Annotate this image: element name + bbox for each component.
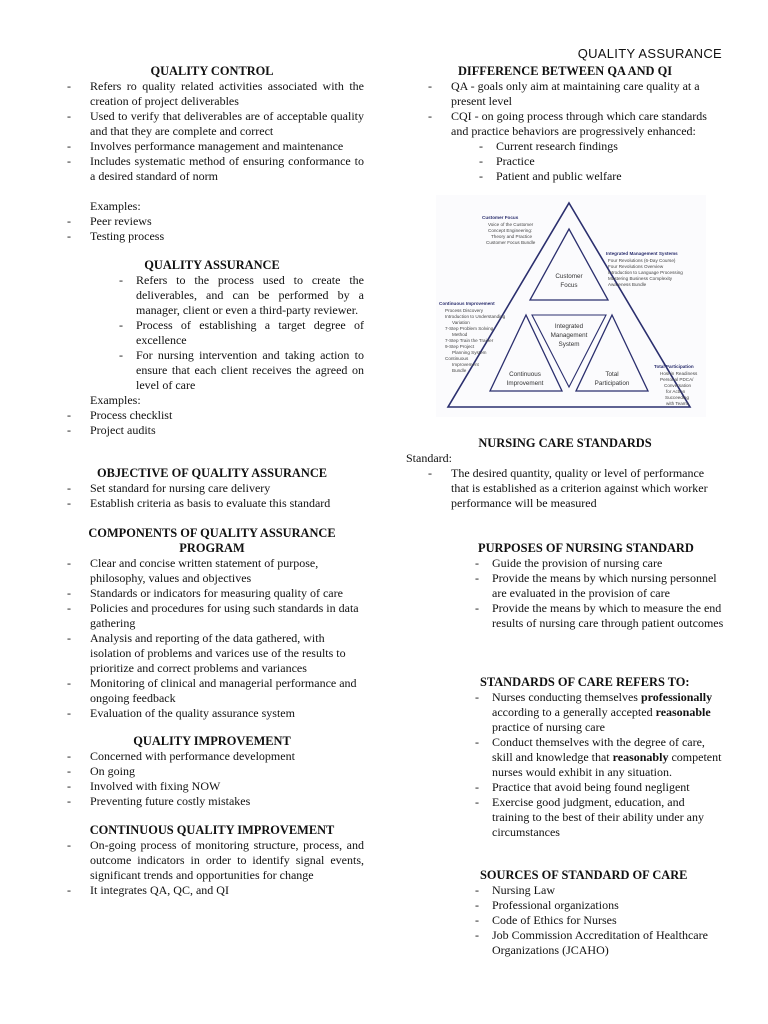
ci-line: Introduction to Understanding [445, 314, 506, 319]
sources-heading: SOURCES OF STANDARD OF CARE [480, 868, 688, 882]
list-item: - Concerned with performance development [60, 749, 364, 764]
list-item: - Refers ro quality related activities associated with the creation of project deliverables [60, 79, 364, 109]
ims-line: Introduction to Language Processing [608, 270, 683, 275]
standard-label: Standard: [406, 451, 452, 465]
examples-label: Examples: [90, 393, 141, 407]
standards-of-care-section [472, 675, 724, 840]
objective-section [60, 466, 364, 511]
list-item: - Establish criteria as basis to evaluate this standard [60, 496, 364, 511]
ci-line: Continuous [445, 356, 469, 361]
quality-assurance-list [116, 273, 364, 393]
list-item: - Refers to the process used to create the deliverables, and can be performed by a manager, client or even a third-party reviewer. [116, 273, 364, 318]
objective-list [60, 481, 364, 511]
list-item: - Guide the provision of nursing care [472, 556, 724, 571]
tri-center-label-3: System [558, 341, 580, 348]
list-item: - Process checklist [60, 408, 364, 423]
nursing-care-standards-list [421, 466, 724, 511]
list-item: - On-going process of monitoring structure, process, and outcome indicators in order to identify signal events, significant trends and opportunities for change [60, 838, 364, 883]
purposes-list [472, 556, 724, 631]
ci-line: Variation [452, 320, 470, 325]
components-heading-line1: COMPONENTS OF QUALITY ASSURANCE [88, 526, 336, 540]
tp-line: Personal PDCA/ [660, 377, 694, 382]
text-segment: practice of nursing care [492, 720, 605, 734]
quality-control-heading: QUALITY CONTROL [150, 64, 274, 78]
quality-assurance-heading: QUALITY ASSURANCE [144, 258, 280, 272]
ci-line: Planning System [452, 350, 487, 355]
quality-improvement-section [60, 734, 364, 809]
ci-line: 9-Step Project [445, 344, 475, 349]
quality-assurance-examples [60, 408, 364, 438]
cf-line: Concept Engineering: [488, 228, 533, 233]
ci-line: 7-Step Problem Solving [445, 326, 494, 331]
tp-line: for Action [666, 389, 686, 394]
tp-line: Hoshin Readiness [660, 371, 698, 376]
ims-title: Integrated Management Systems [606, 251, 678, 256]
tri-right-label-1: Total [605, 371, 619, 378]
examples-label: Examples: [90, 199, 141, 213]
bold-text: reasonably [612, 750, 669, 764]
list-item: - Clear and concise written statement of purpose, philosophy, values and objectives [60, 556, 364, 586]
list-item: - It integrates QA, QC, and QI [60, 883, 364, 898]
list-item: - Involves performance management and maintenance [60, 139, 364, 154]
components-list [60, 556, 364, 721]
list-item: - Analysis and reporting of the data gathered, with isolation of problems and varices use of the results to prioritize and correct problems and variances [60, 631, 364, 676]
quality-control-section [60, 64, 364, 244]
cqi-list [60, 838, 364, 898]
list-item: - Provide the means by which to measure the end results of nursing care through patient outcomes [472, 601, 724, 631]
triangle-diagram-svg [436, 195, 706, 417]
list-item: - Testing process [60, 229, 364, 244]
sources-list [472, 883, 724, 958]
quality-assurance-section [60, 258, 364, 438]
components-section [60, 526, 364, 721]
objective-heading: OBJECTIVE OF QUALITY ASSURANCE [96, 466, 328, 480]
ci-line: Improvement [452, 362, 479, 367]
components-heading-line2: PROGRAM [179, 541, 245, 555]
tri-top-label-1: Customer [555, 273, 583, 280]
list-item: - Preventing future costly mistakes [60, 794, 364, 809]
list-item: - Policies and procedures for using such standards in data gathering [60, 601, 364, 631]
ci-line: Bundle [452, 368, 467, 373]
difference-heading: DIFFERENCE BETWEEN QA AND QI [457, 64, 673, 78]
quality-control-list [60, 79, 364, 184]
list-item: - Set standard for nursing care delivery [60, 481, 364, 496]
tp-line: Conversation [664, 383, 692, 388]
purposes-section [472, 541, 724, 631]
ci-line: Process Discovery [445, 308, 484, 313]
text-segment: according to a generally accepted [492, 705, 656, 719]
tp-line: Succeeding [665, 395, 690, 400]
bold-text: professionally [640, 690, 713, 704]
standards-of-care-heading: STANDARDS OF CARE REFERS TO: [480, 675, 690, 689]
quality-control-examples [60, 214, 364, 244]
list-item: - Practice that avoid being found negligent [472, 780, 724, 795]
ci-line: 7-Step Train the Trainer [445, 338, 494, 343]
list-item [472, 690, 724, 735]
list-item: - Peer reviews [60, 214, 364, 229]
list-item: - Process of establishing a target degree of excellence [116, 318, 364, 348]
cf-line: Theory and Practice [491, 234, 533, 239]
text-segment: Conduct themselves with the degree of care, skill and knowledge that [492, 735, 705, 764]
bold-text: reasonable [655, 705, 711, 719]
list-item: - QA - goals only aim at maintaining care quality at a present level [421, 79, 724, 109]
tp-line: with Teams [666, 401, 689, 406]
list-item: - Professional organizations [472, 898, 724, 913]
text-segment: competent nurses would exhibit in any situation. [492, 750, 722, 779]
tri-left-label-1: Continuous [509, 371, 541, 378]
list-item: - Patient and public welfare [476, 169, 724, 184]
difference-section [406, 64, 724, 184]
nursing-care-standards-section [406, 436, 724, 511]
list-item: - Current research findings [476, 139, 724, 154]
list-item: - Project audits [60, 423, 364, 438]
purposes-heading: PURPOSES OF NURSING STANDARD [478, 541, 694, 555]
ci-line: Method [452, 332, 468, 337]
list-item: - Provide the means by which nursing personnel are evaluated in the provision of care [472, 571, 724, 601]
tri-top-label-2: Focus [560, 282, 578, 289]
sources-section [472, 868, 724, 958]
cf-title: Customer Focus [482, 215, 519, 220]
list-item: - Used to verify that deliverables are of acceptable quality and that they are complete and correct [60, 109, 364, 139]
list-item: - Code of Ethics for Nurses [472, 913, 724, 928]
list-item: - Evaluation of the quality assurance system [60, 706, 364, 721]
nursing-care-standards-heading: NURSING CARE STANDARDS [478, 436, 652, 450]
standards-of-care-list [472, 690, 724, 840]
quality-improvement-heading: QUALITY IMPROVEMENT [133, 734, 291, 748]
list-item [472, 735, 724, 780]
list-item: - Exercise good judgment, education, and training to the best of their ability under any circumstances [472, 795, 724, 840]
list-item: - Includes systematic method of ensuring conformance to a desired standard of norm [60, 154, 364, 184]
difference-list [421, 79, 724, 139]
ims-line: Four Revolutions Overview [608, 264, 664, 269]
cf-line: Voice of the Customer [488, 222, 534, 227]
tri-right-label-2: Participation [594, 380, 630, 387]
tri-center-label-1: Integrated [554, 323, 584, 330]
ims-line: Four Revolutions (6-Day Course) [608, 258, 676, 263]
page-header: QUALITY ASSURANCE [577, 46, 722, 61]
list-item: - The desired quantity, quality or level of performance that is established as a criterion against which worker performance will be measured [421, 466, 724, 511]
list-item: - Job Commission Accreditation of Healthcare Organizations (JCAHO) [472, 928, 724, 958]
tri-center-label-2: Management [550, 332, 588, 339]
list-item: - For nursing intervention and taking action to ensure that each client receives the agreed on level of care [116, 348, 364, 393]
quality-triangle-diagram [436, 195, 706, 417]
list-item: - Practice [476, 154, 724, 169]
text-segment: Nurses conducting themselves [492, 690, 641, 704]
tri-left-label-2: Improvement [506, 380, 544, 387]
list-item: - CQI - on going process through which care standards and practice behaviors are progressively enhanced: [421, 109, 724, 139]
list-item: - Standards or indicators for measuring quality of care [60, 586, 364, 601]
ci-title: Continuous Improvement [439, 301, 495, 306]
ims-line: Awareness Bundle [608, 282, 647, 287]
tp-title: Total Participation [654, 364, 694, 369]
list-item: - Involved with fixing NOW [60, 779, 364, 794]
cqi-section [60, 823, 364, 898]
list-item: - On going [60, 764, 364, 779]
list-item: - Monitoring of clinical and managerial performance and ongoing feedback [60, 676, 364, 706]
list-item: - Nursing Law [472, 883, 724, 898]
cf-line: Customer Focus Bundle [486, 240, 536, 245]
difference-sublist [476, 139, 724, 184]
ims-line: Mastering Business Complexity [608, 276, 673, 281]
cqi-heading: CONTINUOUS QUALITY IMPROVEMENT [89, 823, 335, 837]
quality-improvement-list [60, 749, 364, 809]
